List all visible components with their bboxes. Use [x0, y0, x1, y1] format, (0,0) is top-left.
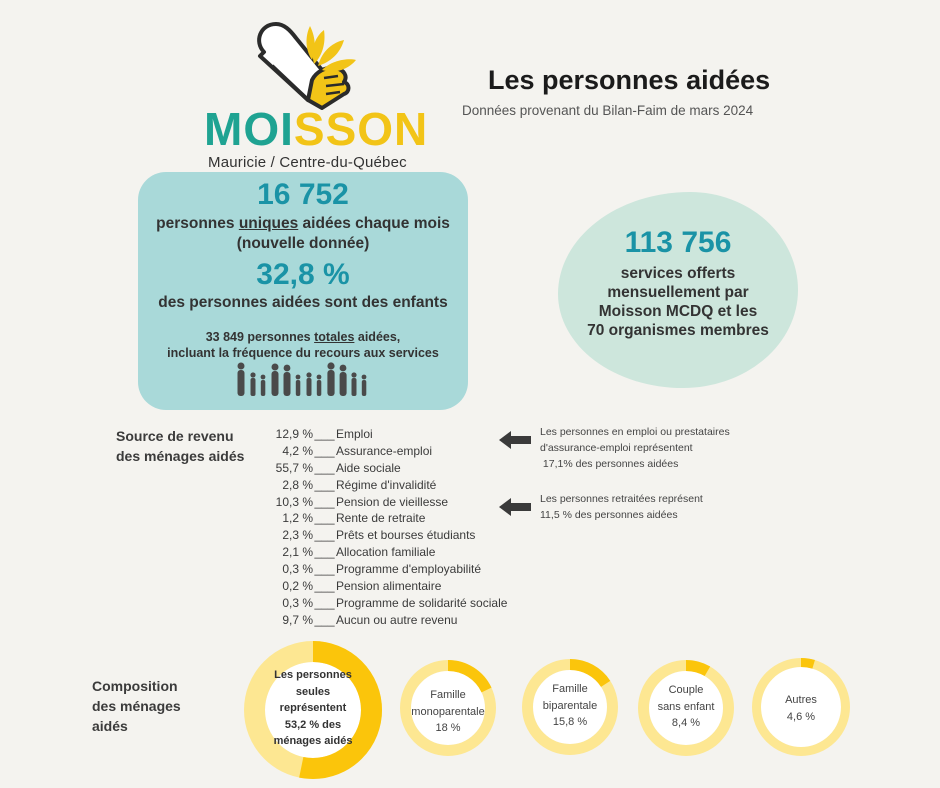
- revenue-label: Programme d'employabilité: [336, 562, 482, 577]
- revenue-separator: ___: [314, 562, 335, 577]
- arrow-left-icon: [497, 429, 533, 451]
- revenue-separator: ___: [314, 494, 335, 509]
- revenue-section-label: [116, 426, 244, 466]
- unique-people-number: 16 752: [257, 178, 349, 211]
- revenue-percent: 0,3 %: [282, 595, 313, 610]
- revenue-label: Prêts et bourses étudiants: [336, 528, 476, 543]
- list-item: [260, 510, 507, 527]
- revenue-percent: 0,2 %: [282, 579, 313, 594]
- note-line: 11,5 % des personnes aidées: [540, 509, 678, 521]
- logo-wordmark: [204, 103, 429, 155]
- revenue-percent: 1,2 %: [282, 511, 313, 526]
- services-number: 113 756: [624, 226, 732, 259]
- revenue-label: Assurance-emploi: [336, 443, 433, 458]
- revenue-label: Régime d'invalidité: [336, 477, 437, 492]
- donut-label-line: 4,6 %: [786, 710, 816, 723]
- list-item: [260, 494, 507, 511]
- note-line: Les personnes en emploi ou prestataires: [540, 426, 730, 438]
- revenue-separator: ___: [314, 545, 335, 560]
- donut-label: [638, 682, 734, 732]
- logo-word-part2: SSON: [293, 103, 429, 155]
- employment-note: [540, 424, 730, 472]
- revenue-percent: 10,3 %: [275, 494, 313, 509]
- revenue-percent: 4,2 %: [282, 443, 313, 458]
- logo-word-part1: MOI: [204, 103, 294, 155]
- services-line3: Moisson MCDQ et les: [598, 303, 758, 320]
- moisson-logo: [200, 18, 429, 171]
- revenue-label: Rente de retraite: [336, 511, 426, 526]
- donut-label: [752, 692, 850, 725]
- revenue-separator: ___: [314, 528, 335, 543]
- revenue-separator: ___: [314, 595, 335, 610]
- logo-subtitle: Mauricie / Centre-du-Québec: [208, 154, 407, 171]
- revenue-separator: ___: [314, 443, 335, 458]
- revenue-label: Emploi: [336, 427, 373, 441]
- note-line: Les personnes retraitées représent: [540, 493, 703, 505]
- unique-text-post: aidées chaque mois: [298, 215, 450, 232]
- revenue-percent: 0,3 %: [282, 562, 313, 577]
- list-item: [260, 561, 507, 578]
- services-text: [558, 264, 798, 340]
- donut-label: [522, 681, 618, 731]
- children-percent-number: 32,8 %: [256, 258, 350, 291]
- donut-label: [400, 687, 496, 737]
- donut-label: [244, 667, 382, 750]
- revenue-label: Programme de solidarité sociale: [336, 595, 508, 610]
- list-item: [260, 426, 507, 443]
- donut-others: [752, 658, 850, 756]
- list-item: [260, 612, 507, 629]
- revenue-percent: 9,7 %: [282, 612, 313, 627]
- page-title: Les personnes aidées: [488, 65, 771, 95]
- revenue-separator: ___: [314, 477, 335, 492]
- donut-label-line: ménages aidés: [273, 735, 353, 747]
- services-line2: mensuellement par: [607, 284, 749, 301]
- composition-label-line2: des ménages: [92, 698, 181, 714]
- note-line: d'assurance-emploi représentent: [540, 442, 693, 454]
- donut-single-persons: [244, 641, 382, 779]
- revenue-label-line2: des ménages aidés: [116, 448, 245, 464]
- donut-label-line: biparentale: [542, 699, 598, 712]
- arrow-left-icon: [497, 496, 533, 518]
- composition-label-line3: aidés: [92, 718, 128, 734]
- donut-label-line: 8,4 %: [671, 717, 701, 729]
- donut-label-line: monoparentale: [411, 705, 485, 718]
- children-percent-text: des personnes aidées sont des enfants: [158, 294, 448, 311]
- note-line: 17,1% des personnes aidées: [540, 458, 679, 470]
- composition-section-label: [92, 676, 181, 736]
- revenue-list: [260, 426, 507, 629]
- list-item: [260, 527, 507, 544]
- page-subtitle: Données provenant du Bilan-Faim de mars 2024: [462, 103, 754, 118]
- revenue-percent: 55,7 %: [275, 460, 313, 475]
- revenue-percent: 2,1 %: [282, 545, 313, 560]
- revenue-label: Allocation familiale: [336, 545, 436, 560]
- donut-single-parent: [400, 660, 496, 756]
- donut-label-line: 15,8 %: [552, 716, 588, 728]
- family-silhouette-icon: [233, 362, 373, 396]
- stats-box: [138, 172, 468, 410]
- total-text-line2: incluant la fréquence du recours aux services: [167, 346, 439, 360]
- list-item: [260, 578, 507, 595]
- donut-label-line: Autres: [785, 694, 817, 706]
- unique-people-text: [138, 214, 468, 254]
- revenue-separator: ___: [314, 612, 335, 627]
- services-line4: 70 organismes membres: [587, 322, 769, 339]
- total-text-underline: totales: [314, 330, 355, 344]
- list-item: [260, 544, 507, 561]
- services-blob: [558, 192, 798, 388]
- donut-couple: [638, 660, 734, 756]
- revenue-separator: ___: [314, 460, 335, 475]
- donut-label-line: représentent: [279, 702, 347, 714]
- revenue-separator: ___: [314, 427, 335, 441]
- retirement-note: [540, 491, 703, 523]
- revenue-label: Pension alimentaire: [336, 579, 442, 594]
- total-text-pre: 33 849 personnes: [205, 330, 315, 344]
- unique-text-underline: uniques: [238, 215, 299, 232]
- composition-label-line1: Composition: [92, 678, 178, 694]
- revenue-label: Aide sociale: [336, 460, 401, 475]
- total-people-text: [138, 329, 468, 361]
- list-item: [260, 477, 507, 494]
- revenue-separator: ___: [314, 579, 335, 594]
- list-item: [260, 443, 507, 460]
- unique-text-line2: (nouvelle donnée): [236, 235, 370, 252]
- list-item: [260, 595, 507, 612]
- services-line1: services offerts: [620, 265, 736, 282]
- revenue-label: Pension de vieillesse: [336, 494, 449, 509]
- donut-two-parent: [522, 659, 618, 755]
- unique-text-pre: personnes: [156, 215, 239, 232]
- donut-label-line: Famille: [430, 689, 466, 701]
- heart-hand-wheat-icon: [252, 18, 362, 110]
- revenue-percent: 2,8 %: [282, 477, 313, 492]
- total-text-post: aidées,: [354, 330, 401, 344]
- list-item: [260, 460, 507, 477]
- donut-label-line: seules: [295, 685, 331, 698]
- revenue-separator: ___: [314, 511, 335, 526]
- revenue-percent: 12,9 %: [275, 427, 313, 441]
- donut-label-line: 53,2 % des: [284, 718, 342, 731]
- donut-label-line: 18 %: [435, 722, 461, 734]
- donut-label-line: Couple: [668, 684, 704, 696]
- donut-label-line: sans enfant: [657, 700, 715, 713]
- donut-label-line: Les personnes: [274, 669, 352, 681]
- revenue-percent: 2,3 %: [282, 528, 313, 543]
- donut-label-line: Famille: [552, 683, 588, 695]
- revenue-label: Aucun ou autre revenu: [336, 612, 458, 627]
- revenue-label-line1: Source de revenu: [116, 428, 234, 444]
